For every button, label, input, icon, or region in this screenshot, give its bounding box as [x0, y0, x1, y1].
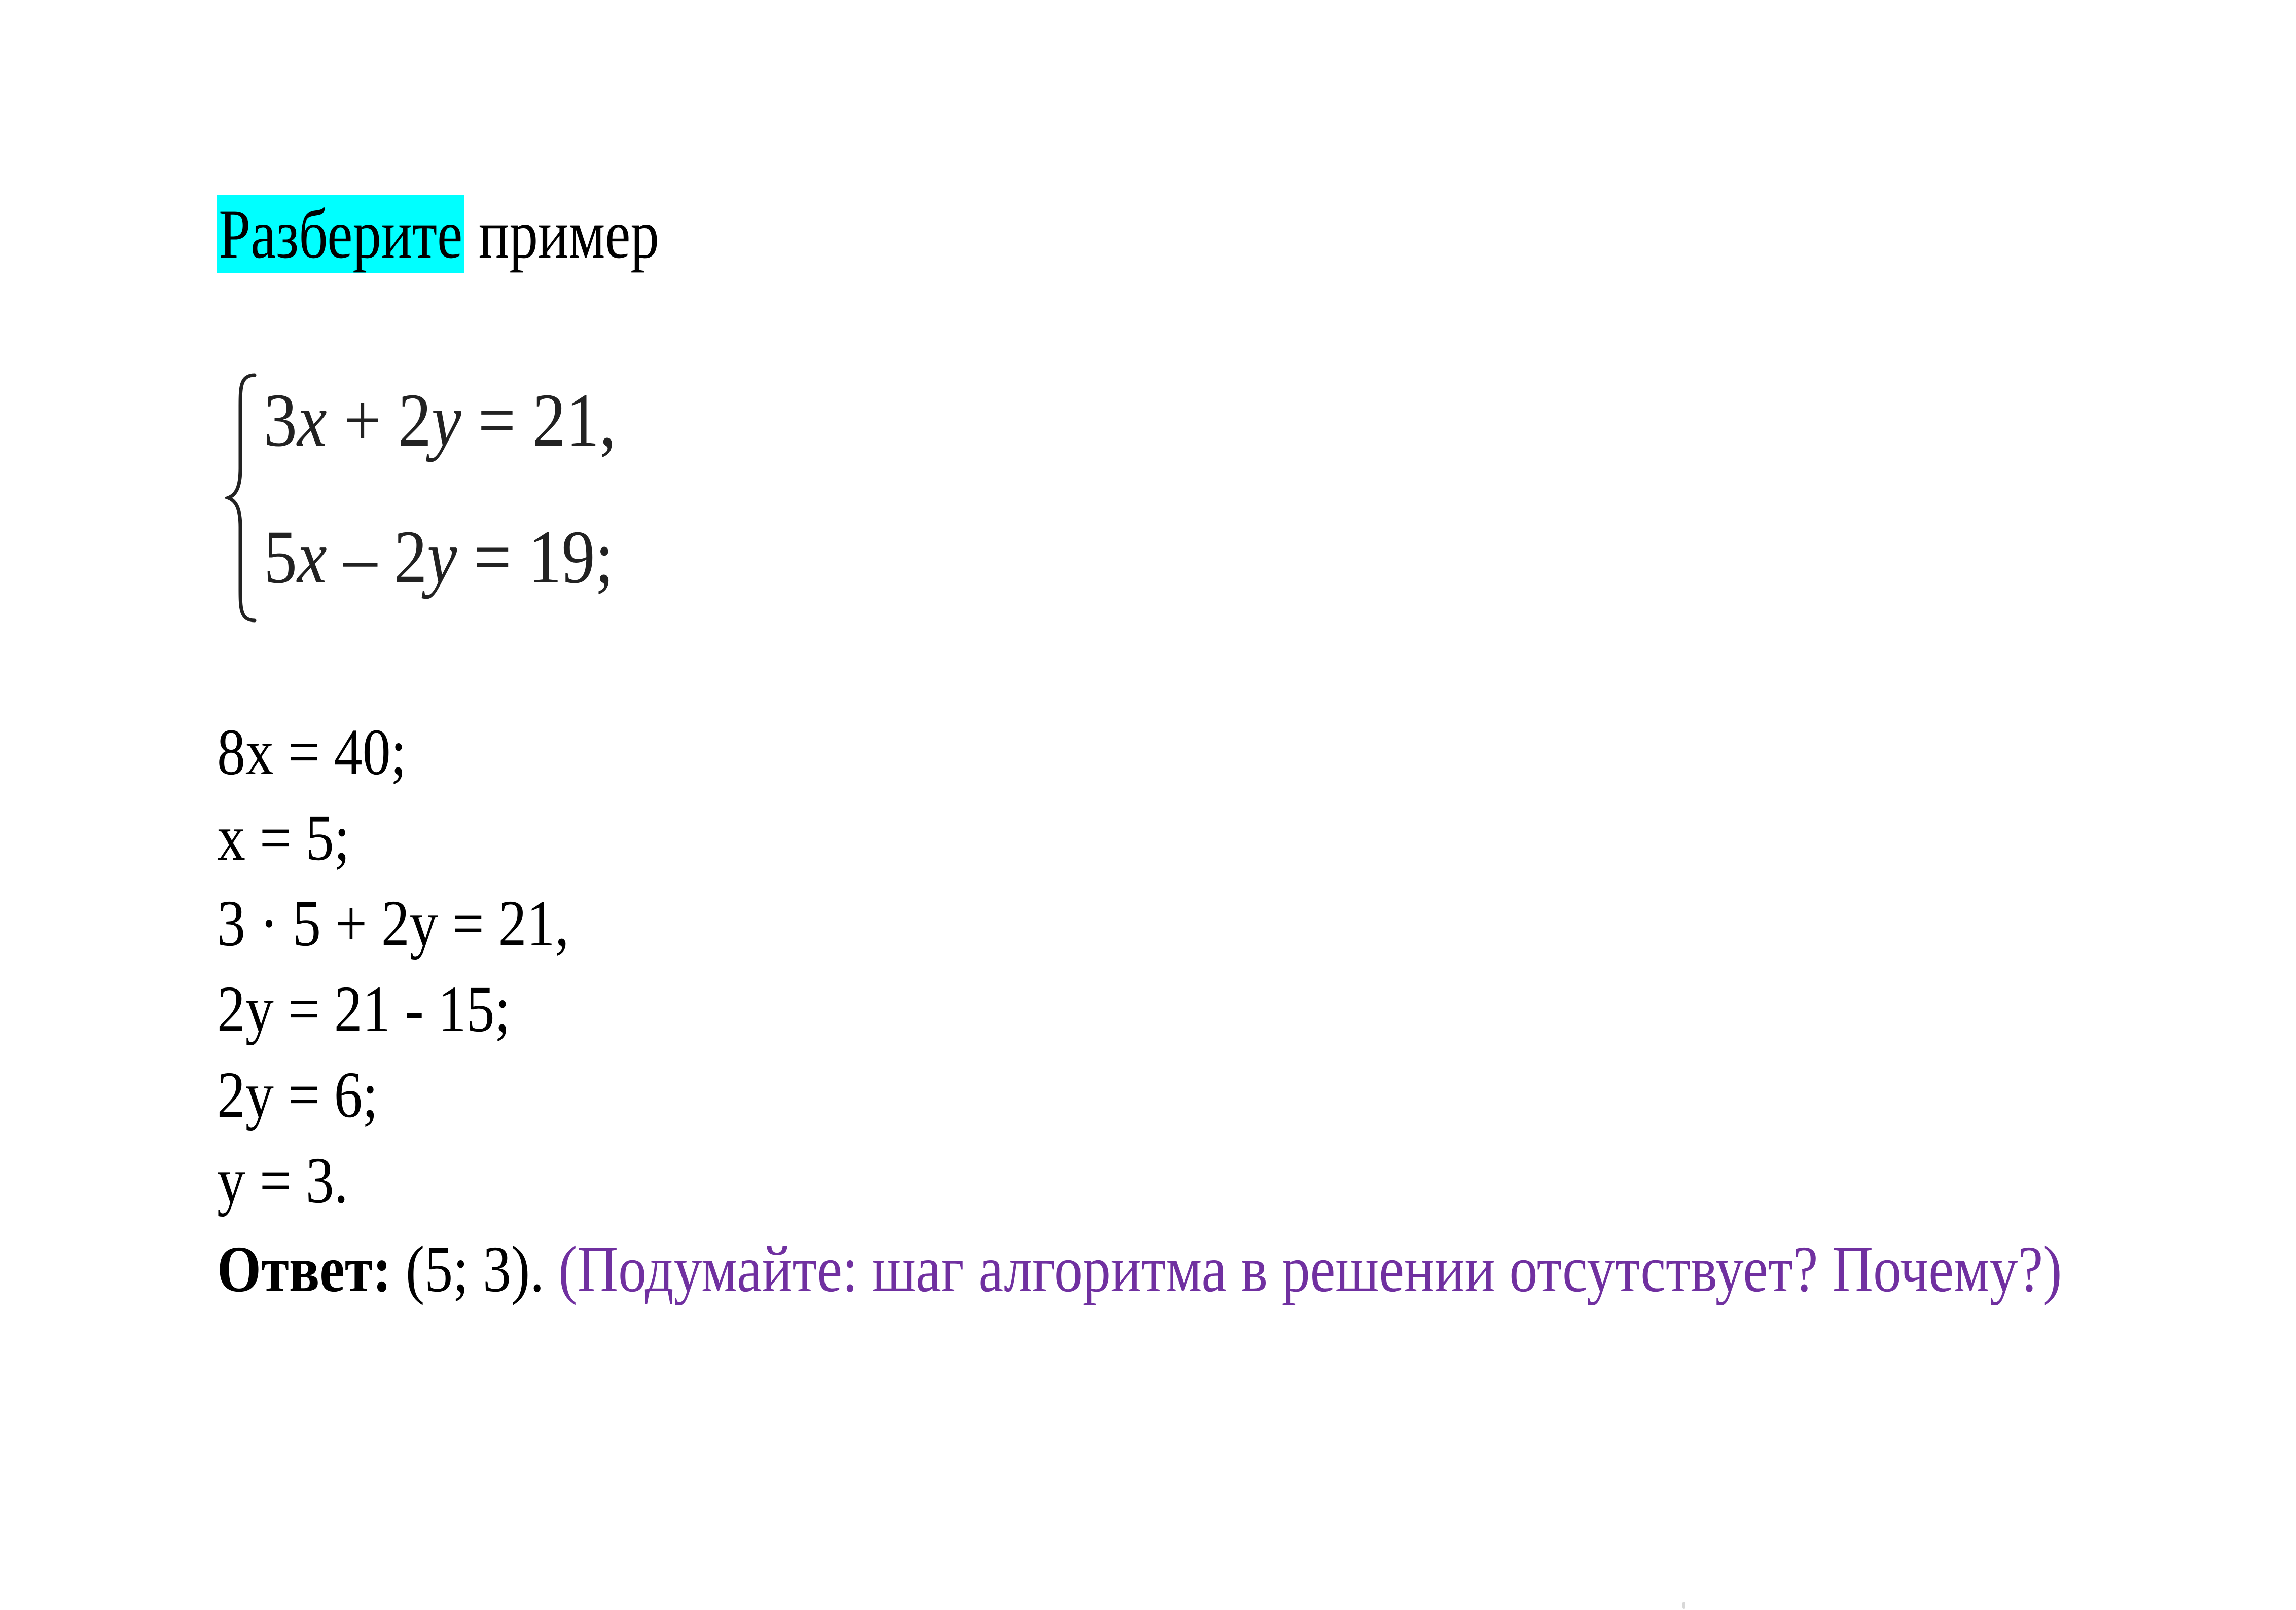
solution-step: 8x = 40; [217, 716, 407, 789]
eq1-coef-x: 3 [264, 378, 297, 462]
task-heading [217, 192, 659, 277]
solution-step: x = 5; [217, 801, 350, 874]
eq1-var-x: x [297, 378, 327, 462]
solution-step: 3 · 5 + 2y = 21, [217, 887, 569, 960]
eq1-operator: + [327, 378, 399, 462]
solution-step: 2y = 21 - 15; [217, 973, 511, 1046]
eq2-var-y: y [427, 515, 457, 599]
answer-hint: (Подумайте: шаг алгоритма в решении отсутствует? Почему?) [544, 1233, 2062, 1306]
left-brace-icon [225, 367, 266, 631]
highlighted-word: Разберите [217, 195, 464, 273]
eq1-var-y: y [432, 378, 461, 462]
system-equation-1 [264, 377, 616, 463]
answer-line [217, 1227, 2062, 1312]
answer-value: (5; 3). [391, 1233, 545, 1306]
eq1-coef-y: 2 [398, 378, 432, 462]
heading-rest: пример [464, 195, 659, 273]
solution-step: y = 3. [217, 1144, 348, 1217]
eq2-coef-x: 5 [264, 515, 297, 599]
eq1-rhs: = 21, [461, 378, 617, 462]
answer-label: Ответ: [217, 1233, 392, 1306]
eq2-var-x: x [297, 515, 327, 599]
system-equation-2 [264, 514, 614, 600]
solution-step: 2y = 6; [217, 1058, 378, 1131]
equation-system [225, 367, 681, 631]
solution-steps [217, 710, 626, 1224]
eq2-coef-y: 2 [393, 515, 427, 599]
scan-speck [1682, 1602, 1685, 1609]
eq2-operator: – [327, 515, 394, 599]
eq2-rhs: = 19; [457, 515, 614, 599]
